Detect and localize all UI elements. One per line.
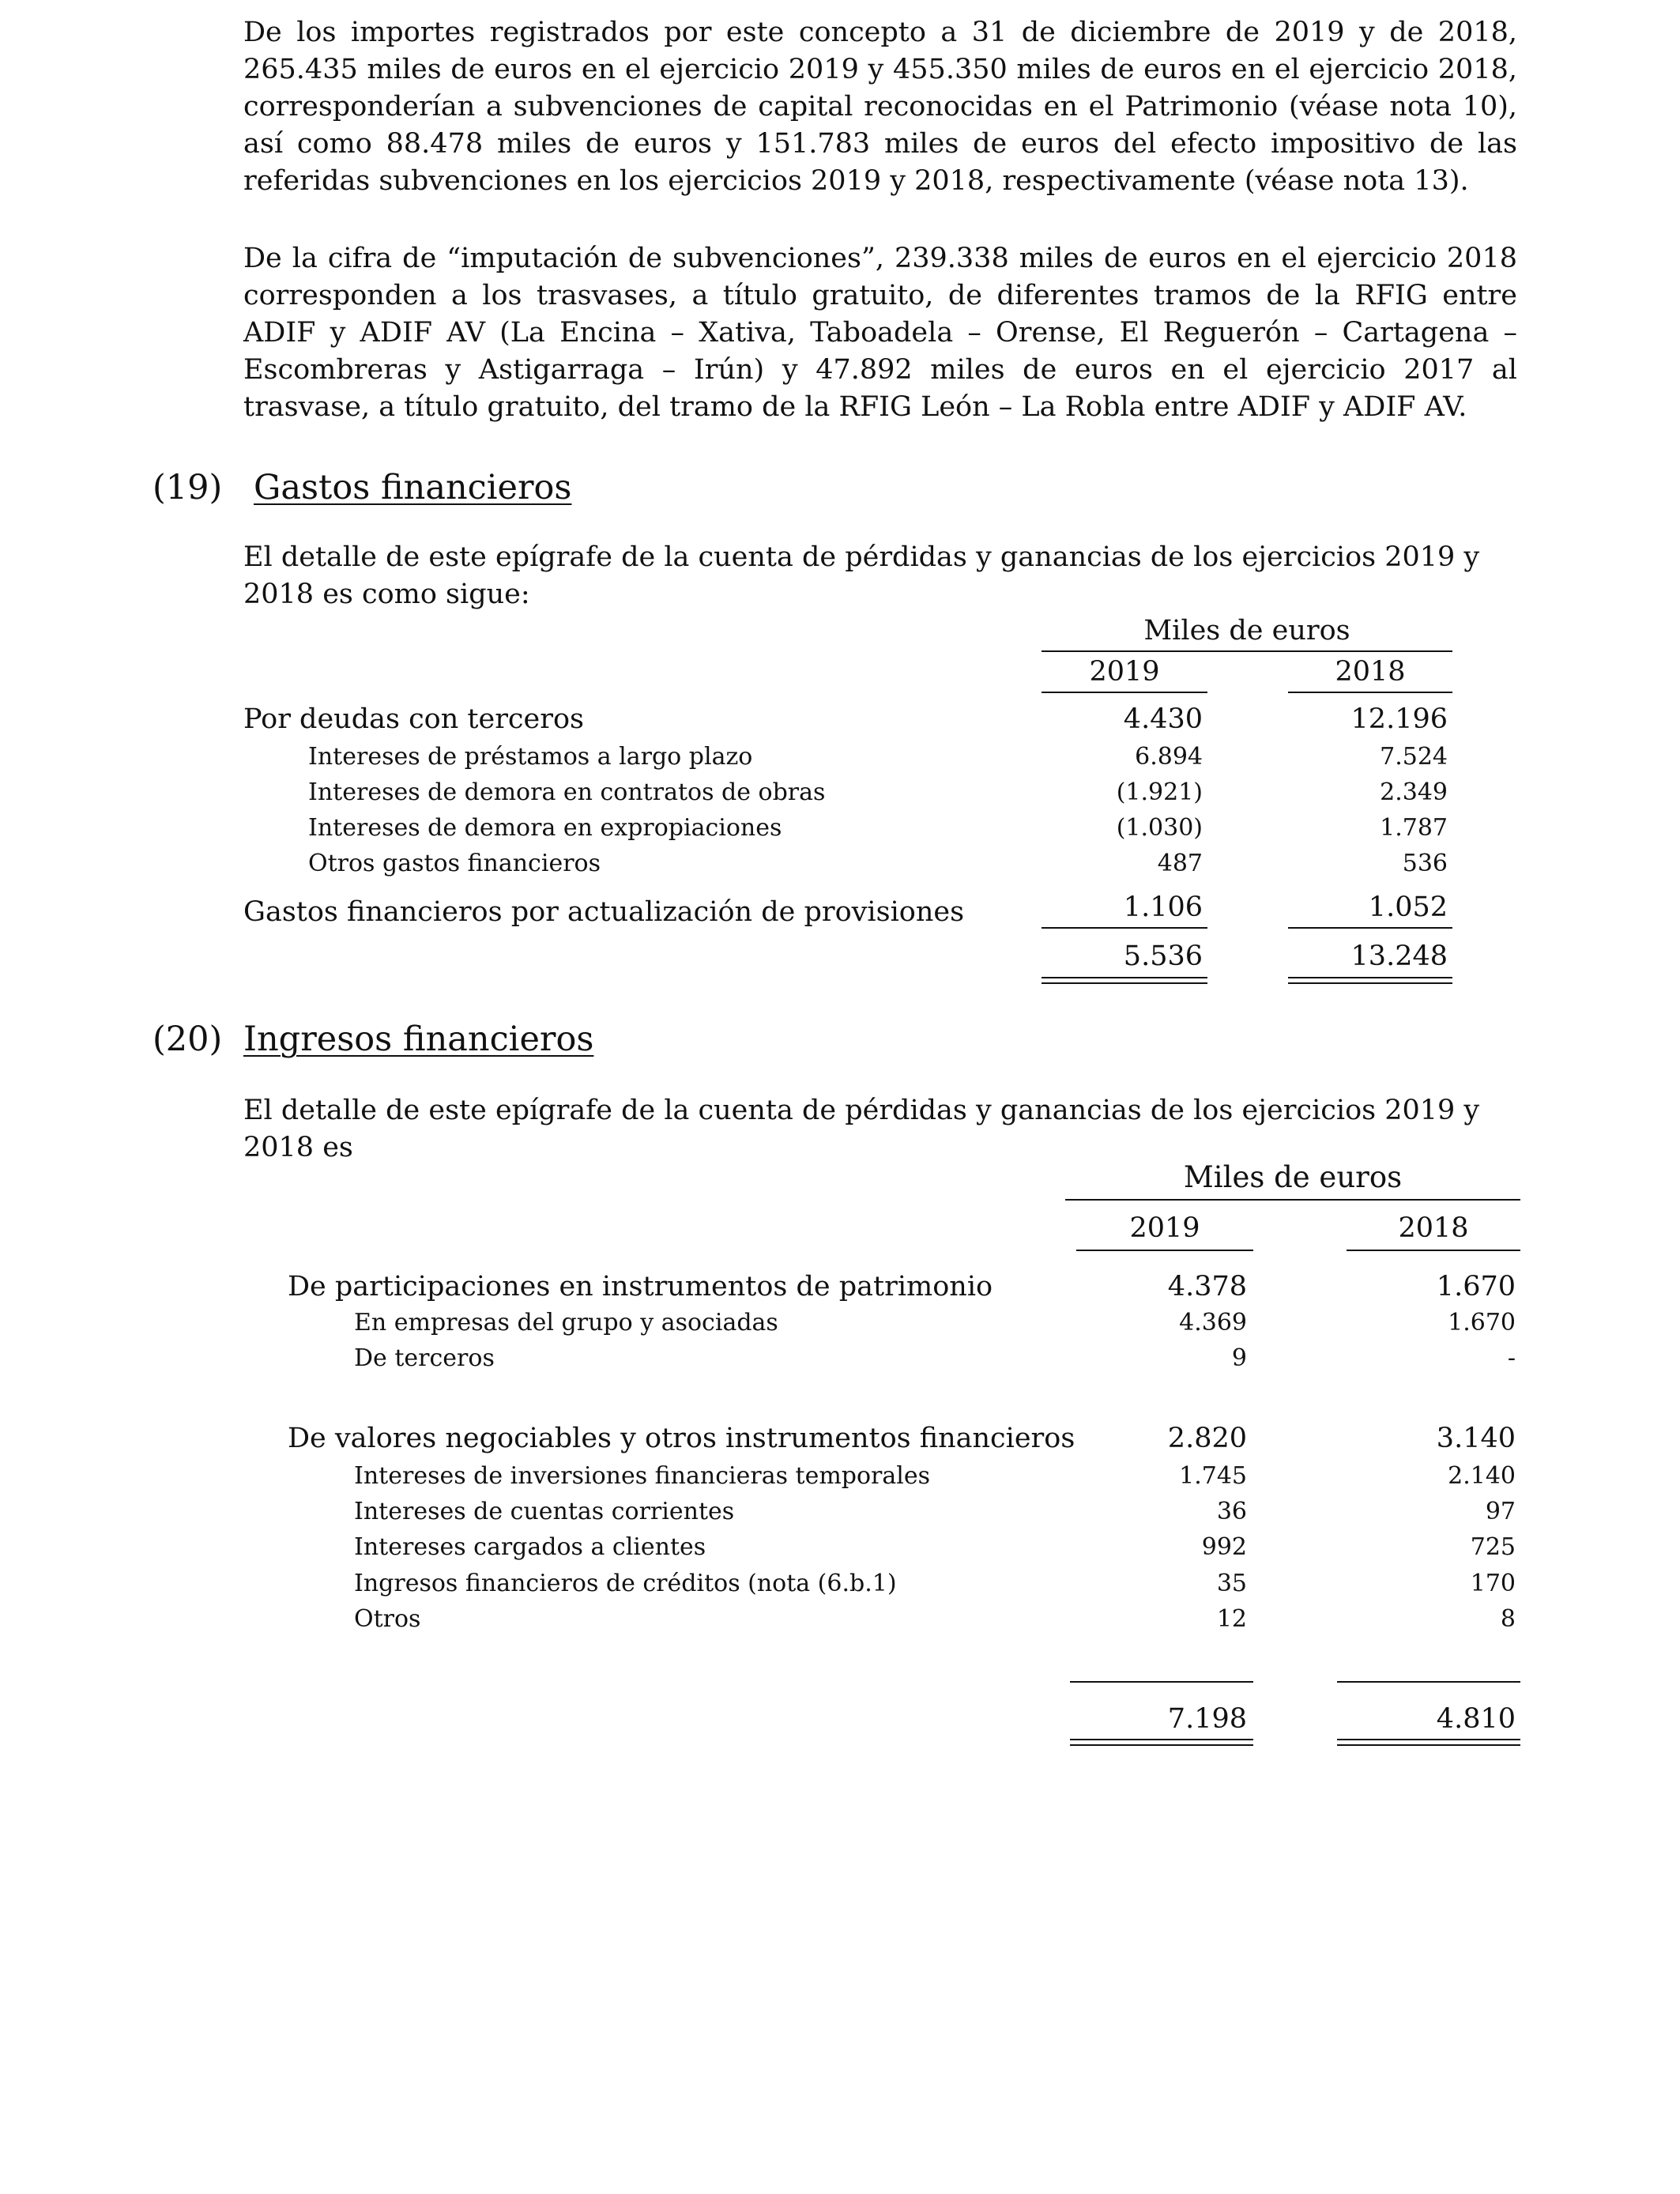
table19-row-2018: 7.524 [1380,743,1448,771]
section-19-title: Gastos financieros [254,468,572,507]
table19-row-label: Intereses de préstamos a largo plazo [308,743,753,771]
intro-paragraph-2: De la cifra de “imputación de subvenciones”, 239.338 miles de euros en el ejercicio 2018 corresponden a los trasvases, a título gratuito, de diferentes tramos de la RFIG entre ADIF y ADIF AV (La Encina – Xativa, Taboadela – Orense, El Reguerón – Cartagena – Escombreras y Astigarraga – Irún) y 47.892 miles de euros en el ejercicio 2017 al trasvase, a título gratuito, del tramo de la RFIG León – La Robla entre ADIF y ADIF AV. [243,243,1517,423]
table20-row-2018: 3.140 [1436,1423,1516,1454]
table19-col-2018-rule [1288,692,1452,693]
table20-row-2018: 1.670 [1436,1271,1516,1302]
table20-row-2019: 35 [1216,1570,1247,1597]
table19-row-2018: 1.787 [1380,814,1448,842]
table20-row-2018: 8 [1500,1605,1516,1633]
table20-col-2019: 2019 [1129,1212,1200,1244]
table20-row-label: Intereses de inversiones financieras temporales [354,1462,931,1490]
table19-unit-rule [1042,650,1452,652]
table19-col-2018: 2018 [1335,656,1406,688]
table19-row-2018: 12.196 [1350,703,1448,735]
table20-col-2018-rule [1347,1250,1520,1251]
table20-row-2018: 170 [1470,1570,1516,1597]
table19-row-2019: 1.106 [1123,892,1203,923]
section-19-number: (19) [153,468,223,507]
table20-row-label: De participaciones en instrumentos de patrimonio [288,1271,993,1302]
table19-row-2018: 1.052 [1368,892,1448,923]
table19-row-label: Otros gastos financieros [308,850,601,877]
table19-row-2019: (1.030) [1116,814,1203,842]
table20-row-2018: 2.140 [1448,1462,1516,1490]
table20-subtotal-rule-2019 [1070,1681,1253,1683]
table20-total-2019: 7.198 [1167,1703,1247,1735]
table19-col-2019-rule [1042,692,1207,693]
table19-row-label: Intereses de demora en expropiaciones [308,814,782,842]
table20-row-2019: 992 [1201,1533,1247,1561]
section-19-intro: El detalle de este epígrafe de la cuenta de pérdidas y ganancias de los ejercicios 2019 y 2018 es como sigue: [243,541,1480,610]
table20-col-2019-rule [1076,1250,1253,1251]
table20-row-label: Otros [354,1605,421,1633]
table19-row-2018: 536 [1402,850,1448,877]
table20-row-label: Ingresos financieros de créditos (nota (6.b.1) [354,1570,897,1597]
table20-row-label: De valores negociables y otros instrumentos financieros [288,1423,1075,1454]
table20-col-2018: 2018 [1398,1212,1469,1244]
intro-paragraph-1: De los importes registrados por este concepto a 31 de diciembre de 2019 y de 2018, 265.435 miles de euros en el ejercicio 2019 y 455.350 miles de euros en el ejercicio 2018, corresponderían a subvenciones de capital reconocidas en el Patrimonio (véase nota 10), así como 88.478 miles de euros y 151.783 miles de euros del efecto impositivo de las referidas subvenciones en los ejercicios 2019 y 2018, respectivamente (véase nota 13). [243,17,1517,197]
table19-total-2019: 5.536 [1123,941,1203,972]
table20-row-label: En empresas del grupo y asociadas [354,1309,778,1336]
table19-row-2019: 6.894 [1135,743,1203,771]
table19-row-2019: (1.921) [1116,778,1203,806]
section-20-title: Ingresos financieros [243,1020,594,1059]
table19-total-double-rule-2018 [1288,977,1452,984]
table19-row-label: Por deudas con terceros [243,703,585,735]
table20-row-2019: 12 [1216,1605,1247,1633]
table19-total-2018: 13.248 [1350,941,1448,972]
table20-row-2019: 1.745 [1179,1462,1247,1490]
table20-row-2018: 97 [1485,1498,1516,1525]
table20-row-2019: 2.820 [1167,1423,1247,1454]
table20-row-2018: 725 [1470,1533,1516,1561]
table20-row-2018: 1.670 [1448,1309,1516,1336]
section-20-intro: El detalle de este epígrafe de la cuenta de pérdidas y ganancias de los ejercicios 2019 y 2018 es [243,1095,1480,1163]
table20-row-2019: 9 [1231,1344,1247,1372]
table20-unit-header: Miles de euros [1183,1160,1403,1194]
table19-row-label: Intereses de demora en contratos de obras [308,778,826,806]
table20-unit-rule [1065,1199,1520,1201]
table20-total-double-rule-2018 [1337,1739,1520,1746]
table20-row-2018: - [1507,1344,1516,1372]
table19-row-2019: 487 [1157,850,1203,877]
table20-subtotal-rule-2018 [1337,1681,1520,1683]
table19-row-2019: 4.430 [1123,703,1203,735]
table19-row-label: Gastos financieros por actualización de provisiones [243,896,965,928]
table19-subtotal-rule-2019 [1042,927,1207,929]
table20-row-label: Intereses de cuentas corrientes [354,1498,735,1525]
table19-col-2019: 2019 [1089,656,1160,688]
table19-total-double-rule-2019 [1042,977,1207,984]
section-20-number: (20) [153,1020,223,1059]
table19-row-2018: 2.349 [1380,778,1448,806]
table20-total-double-rule-2019 [1070,1739,1253,1746]
table20-row-2019: 4.378 [1167,1271,1247,1302]
table19-subtotal-rule-2018 [1288,927,1452,929]
table20-row-label: Intereses cargados a clientes [354,1533,706,1561]
table20-row-2019: 36 [1216,1498,1247,1525]
table20-row-2019: 4.369 [1179,1309,1247,1336]
table20-row-label: De terceros [354,1344,495,1372]
table20-total-2018: 4.810 [1436,1703,1516,1735]
table19-unit-header: Miles de euros [1143,615,1350,647]
